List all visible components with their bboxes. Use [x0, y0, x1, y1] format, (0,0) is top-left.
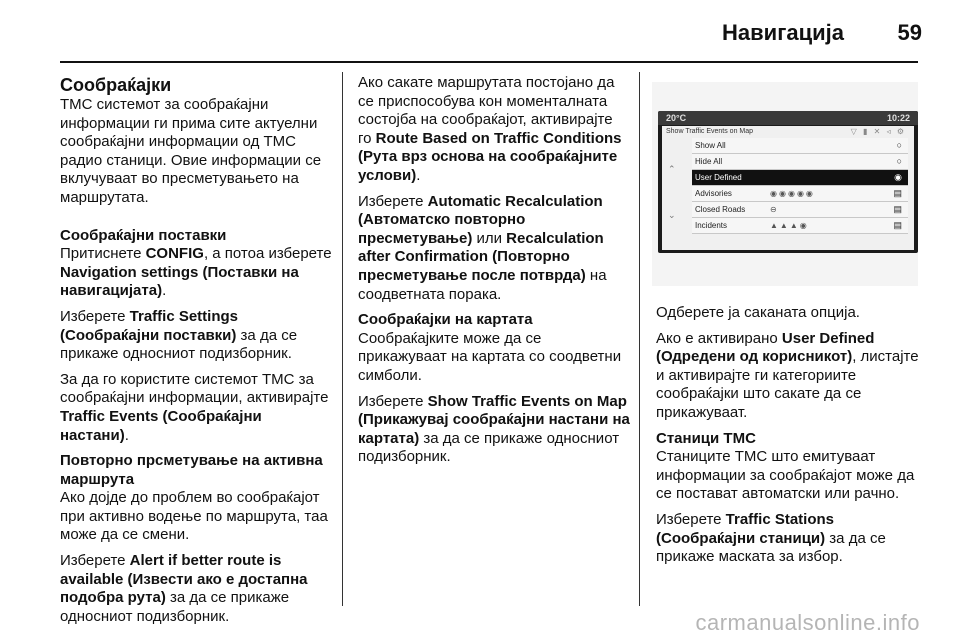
scroll-down-icon: ⌄ [668, 210, 676, 220]
road-closed-icon: ⊖ [770, 205, 779, 214]
paragraph-user-defined: Ако е активирано User Defined (Одредени од корисникот), листајте и активирајте ги категориите сообраќајки што сакате да се прикажуваат. [656, 329, 919, 421]
heading-traffic: Сообраќајки [60, 75, 172, 95]
heading-traffic-on-map: Сообраќајки на картата [358, 311, 533, 329]
menu-item-user-defined[interactable]: User Defined ◉ [692, 170, 908, 186]
paragraph-traffic-events: За да го користите системот TMC за сообраќајни информации, активирајте Traffic Events (Сообраќајни настани). [60, 370, 329, 444]
paragraph-tmc-stations: Станиците TMC што емитуваат информации за сообраќајот може да се постават автоматски или рачно. [656, 448, 915, 503]
scroll-up-icon: ⌃ [668, 164, 676, 174]
checkbox-icon: ▤ [893, 204, 902, 214]
paragraph-route-problem: Ако дојде до проблем во сообраќајот при активно водење по маршрута, таа може да се смени. [60, 489, 328, 544]
screen-scroll-arrows [668, 146, 676, 238]
column-1 [60, 74, 332, 633]
screen-status-icons: ▽ ▮ ✕ ◃ ⚙ [850, 127, 906, 136]
checkbox-icon: ▤ [893, 220, 902, 230]
paragraph-config: Притиснете CONFIG, а потоа изберете Navigation settings (Поставки на навигацијата). [60, 245, 332, 300]
page-header [0, 0, 960, 60]
menu-item-show-all[interactable]: Show All ○ [692, 138, 908, 154]
menu-item-hide-all[interactable]: Hide All ○ [692, 154, 908, 170]
column-divider-1 [342, 72, 343, 606]
paragraph-alert-better-route: Изберете Alert if better route is available (Извести ако е достапна подобра рута) за да се прикаже односниот подизборник. [60, 552, 308, 625]
paragraph-recalculation-options: Изберете Automatic Recalculation (Автоматско повторно пресметување) или Recalculation after Confirmation (Повторно пресметување после потврда) на соодветната порака. [358, 192, 607, 303]
header-rule [60, 61, 918, 63]
header-title: Навигација [722, 20, 844, 45]
page-number: 59 [897, 20, 922, 45]
heading-traffic-settings: Сообраќајни поставки [60, 226, 227, 244]
menu-item-advisories[interactable]: Advisories ◉◉◉◉◉ ▤ [692, 186, 908, 202]
column-divider-2 [639, 72, 640, 606]
paragraph-choose-option: Одберете ја саканата опција. [656, 304, 860, 321]
radio-icon: ○ [896, 156, 902, 166]
screen-time: 10:22 [886, 113, 910, 123]
paragraph-tmc-intro: TMC системот за сообраќајни информации ги прима сите актуелни сообраќајни информации од TMC радио станици. Овие информации се вклучуваат во пресметувањето на маршрутата. [60, 96, 322, 206]
paragraph-traffic-settings: Изберете Traffic Settings (Сообраќајни поставки) за да се прикаже односниот подизборник. [60, 307, 298, 363]
watermark: carmanualsonline.info [695, 610, 920, 635]
paragraph-show-events-map: Изберете Show Traffic Events on Map (Прикажувај сообраќајни настани на картата) за да се прикаже односниот подизборник. [358, 392, 630, 466]
screen-temperature: 20°C [666, 113, 687, 123]
infotainment-screen [658, 111, 918, 253]
paragraph-traffic-stations: Изберете Traffic Stations (Сообраќајни станици) за да се прикаже маската за избор. [656, 510, 886, 566]
incident-symbols-icon: ▲▲▲◉ [770, 221, 809, 230]
menu-item-closed-roads[interactable]: Closed Roads ⊖ ▤ [692, 202, 908, 218]
heading-recalculation: Повторно прсметување на активна маршрута [60, 452, 323, 488]
screen-body [662, 126, 914, 250]
checkbox-icon: ▤ [893, 188, 902, 198]
screen-menu-list [692, 138, 908, 234]
column-3 [656, 304, 922, 574]
traffic-symbols-icon: ◉◉◉◉◉ [770, 189, 815, 198]
column-2 [358, 74, 630, 474]
menu-item-incidents[interactable]: Incidents ▲▲▲◉ ▤ [692, 218, 908, 234]
screen-status-bar [658, 111, 918, 125]
radio-selected-icon: ◉ [894, 172, 902, 182]
screen-title: Show Traffic Events on Map [666, 128, 754, 135]
heading-tmc-stations: Станици TMC [656, 429, 756, 447]
paragraph-route-based: Ако сакате маршрутата постојано да се приспособува кон моменталната состојба на сообраќајот, активирајте го Route Based on Traffic Conditions (Рута врз основа на сообраќајните услови). [358, 74, 622, 184]
radio-icon: ○ [896, 140, 902, 150]
paragraph-map-symbols: Сообраќајките може да се прикажуваат на картата со соодветни симболи. [358, 329, 622, 384]
